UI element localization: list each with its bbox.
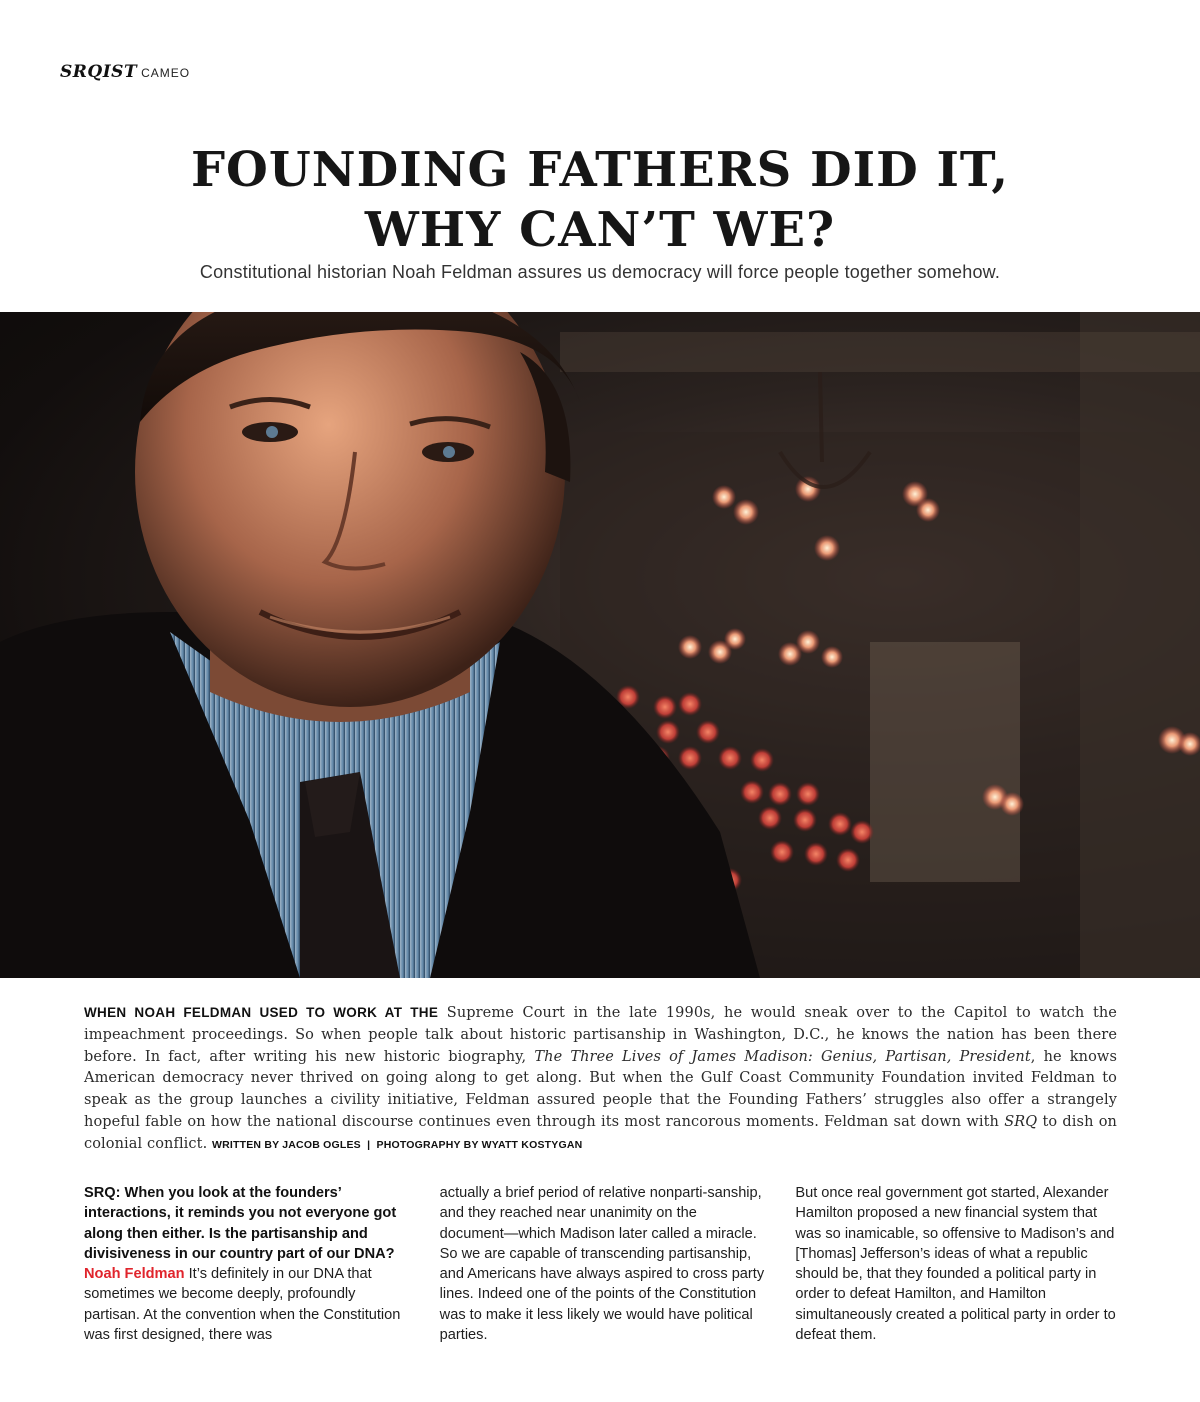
- book-title: The Three Lives of James Madison: Genius, Partisan, President: [534, 1048, 1031, 1065]
- answer-text-col3: But once real government got started, Alexander Hamilton proposed a new financial system that was so inamicable, so offensive to Madison’s and [Thomas] Jefferson’s ideas of what a republic should be, that they founded a political party in order to defeat Hamilton, and Hamilton simultaneously created a political party in order to defeat them.: [795, 1185, 1116, 1344]
- credit-separator: |: [360, 1138, 377, 1151]
- writer-credit: WRITTEN BY JACOB OGLES: [211, 1138, 361, 1151]
- photo-credit: PHOTOGRAPHY BY WYATT KOSTYGAN: [376, 1138, 583, 1151]
- portrait-illustration: [0, 312, 1200, 978]
- interview-columns: [84, 1183, 1120, 1345]
- portrait-photo: [0, 312, 1200, 978]
- magazine-logo: SRQIST: [60, 62, 138, 82]
- interview-question: SRQ: When you look at the founders’ interactions, it reminds you not everyone got along then either. Is the partisanship and divisiveness in our country part of our DNA?: [84, 1185, 397, 1262]
- column-2: [440, 1183, 765, 1345]
- headline: [0, 140, 1200, 260]
- lede-text-3: to dish on colonial conflict.: [84, 1113, 1117, 1152]
- speaker-name: Noah Feldman: [84, 1266, 185, 1283]
- section-label: CAMEO: [141, 66, 191, 80]
- dek: Constitutional historian Noah Feldman assures us democracy will force people together somehow.: [199, 262, 1001, 282]
- magazine-name: SRQ: [1004, 1113, 1038, 1130]
- column-1: [84, 1183, 409, 1345]
- masthead: [60, 62, 190, 82]
- answer-text-col1: It’s definitely in our DNA that sometimes we become deeply, profoundly partisan. At the convention when the Constitution was first designed, there was: [84, 1266, 401, 1344]
- lede-text-1: Supreme Court in the late 1990s, he would sneak over to the Capitol to watch the impeachment proceedings. So when people talk about historic partisanship in Washington, D.C., he knows the nation has been there before. In fact, after writing his new historic biography,: [84, 1005, 1117, 1065]
- answer-text-col2: actually a brief period of relative nonparti-sanship, and they reached near unanimity on the document—which Madison later called a miracle. So we are capable of transcending partisanship, and Americans have always aspired to cross party lines. Indeed one of the points of the Constitution was to make it less likely we would have political parties.: [439, 1185, 765, 1344]
- column-3: [795, 1183, 1120, 1345]
- lede-run-in: WHEN NOAH FELDMAN USED TO WORK AT THE: [84, 1005, 439, 1020]
- lede-paragraph: [84, 1002, 1117, 1157]
- headline-line-1: FOUNDING FATHERS DID IT,: [190, 142, 1010, 198]
- lede-text-2: , he knows American democracy never thrived on going along to get along. But when the Gulf Coast Community Foundation invited Feldman to speak as the group launches a civility initiative, Feldman assured people that the Founding Fathers’ struggles also offer a strangely hopeful fable on how the national discourse continues even through its most rancorous moments. Feldman sat down with: [84, 1048, 1117, 1130]
- headline-line-2: WHY CAN’T WE?: [364, 202, 836, 258]
